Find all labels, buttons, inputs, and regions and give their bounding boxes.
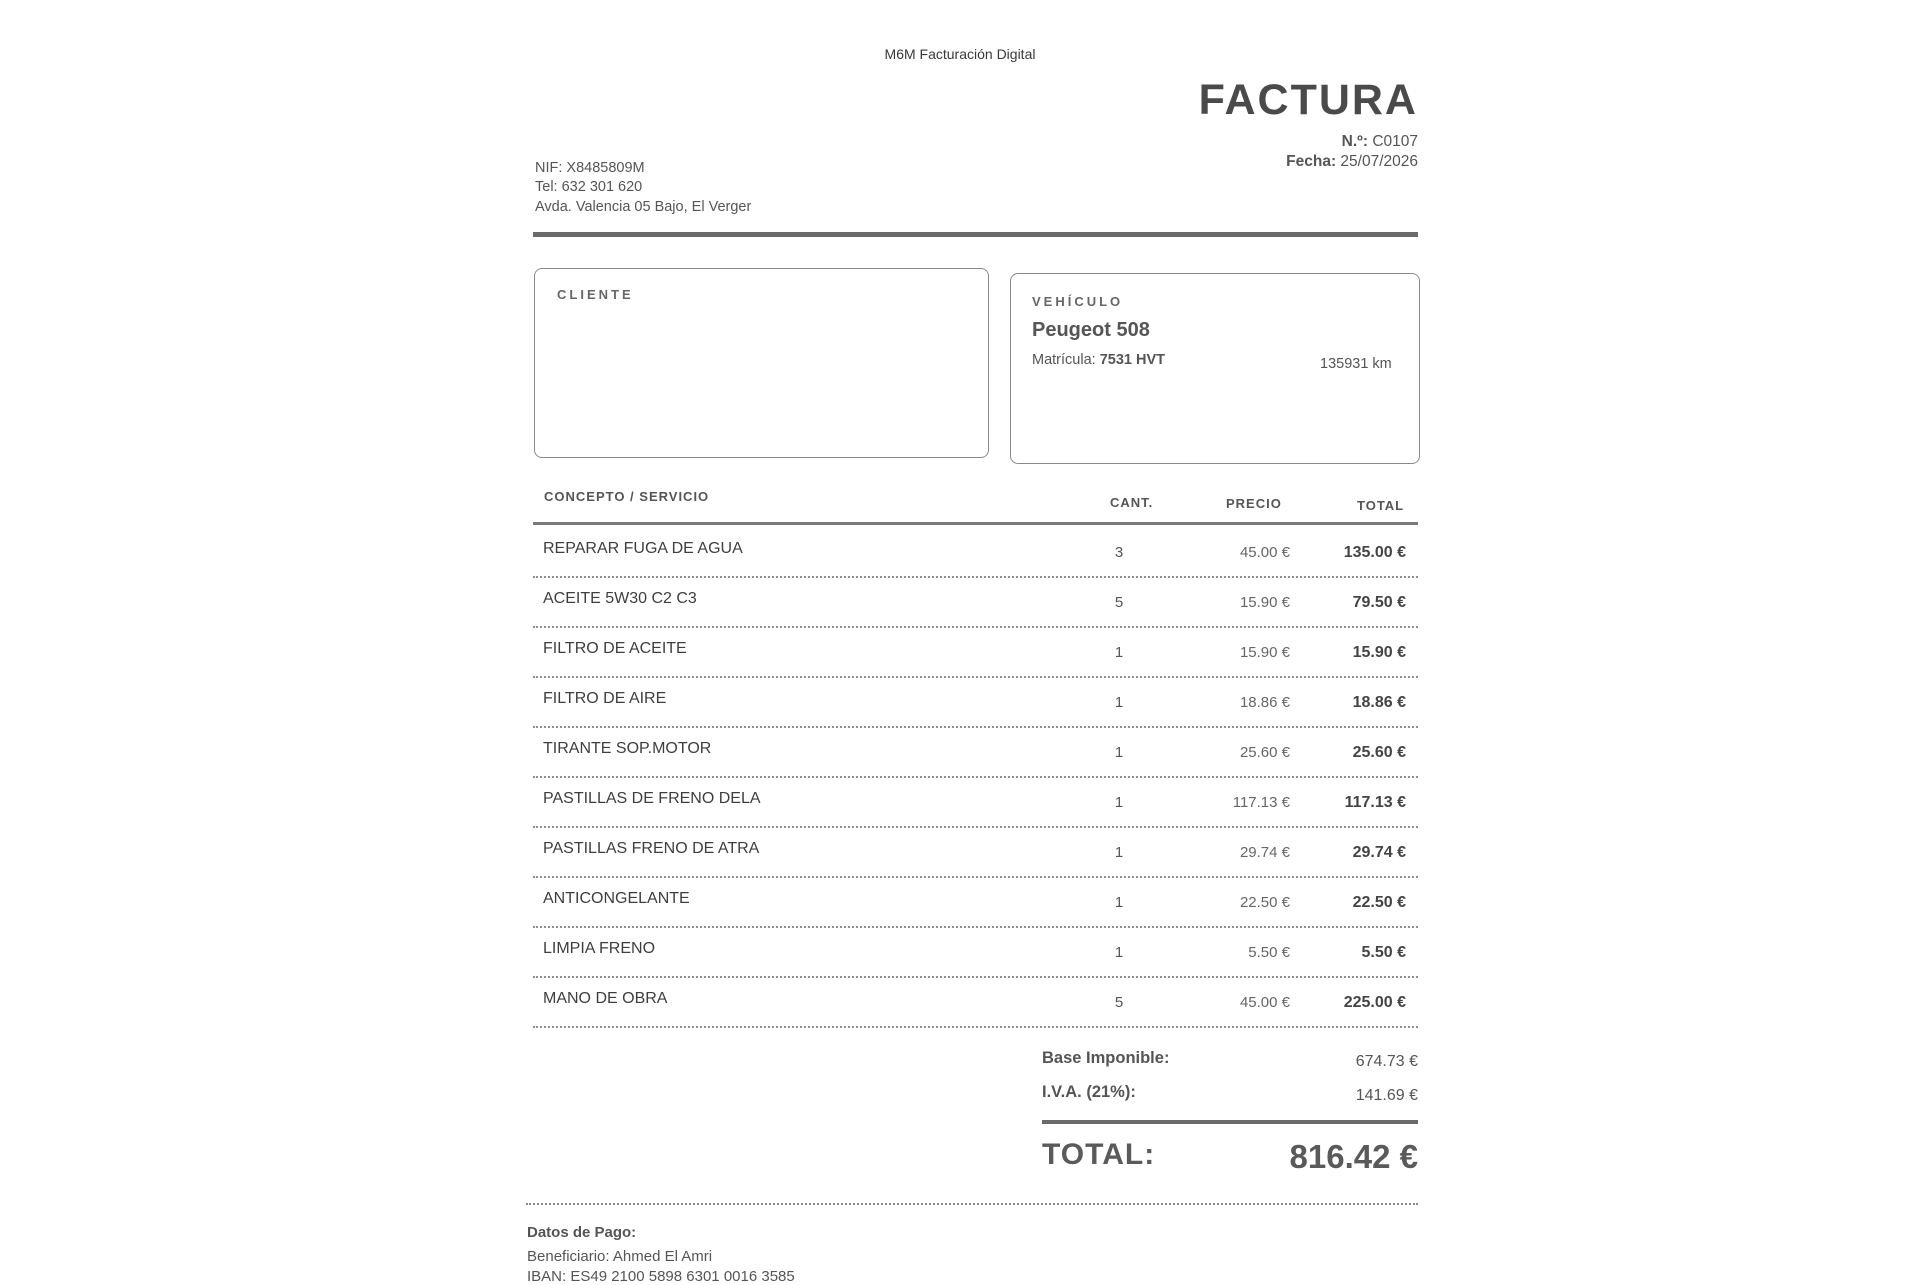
vehicle-plate-value: 7531 HVT [1099,352,1165,368]
row-unit-price: 15.90 € [1239,644,1290,661]
row-description: REPARAR FUGA DE AGUA [543,540,743,557]
row-quantity: 1 [1114,644,1124,661]
header-divider [533,232,1418,237]
row-quantity: 3 [1114,544,1124,561]
row-total: 18.86 € [1352,694,1406,711]
table-row [533,628,1418,678]
total-divider [1042,1120,1418,1124]
row-unit-price: 18.86 € [1239,694,1290,711]
row-total: 79.50 € [1352,594,1406,611]
row-unit-price: 5.50 € [1248,944,1290,961]
row-description: ANTICONGELANTE [543,890,690,907]
row-unit-price: 29.74 € [1239,844,1290,861]
header-concept: CONCEPTO / SERVICIO [544,489,710,504]
issuer-nif: NIF: X8485809M [535,160,645,176]
grand-total-value: 816.42 € [1289,1138,1418,1175]
payment-title: Datos de Pago: [527,1224,637,1241]
row-description: MANO DE OBRA [543,990,668,1007]
client-box [534,268,989,458]
row-quantity: 1 [1114,794,1124,811]
invoice-number [1342,133,1418,151]
table-row [533,828,1418,878]
header-price: PRECIO [1226,496,1282,511]
table-row [533,928,1418,978]
row-total: 5.50 € [1361,944,1406,961]
invoice-date-label: Fecha: [1286,153,1337,170]
issuer-address: Avda. Valencia 05 Bajo, El Verger [535,199,752,215]
subtotal-value: 674.73 € [1355,1053,1418,1070]
row-quantity: 1 [1114,894,1124,911]
invoice-date [1286,153,1418,171]
row-total: 135.00 € [1343,544,1406,561]
row-description: ACEITE 5W30 C2 C3 [543,590,697,607]
client-label: CLIENTE [557,287,634,302]
payment-iban: IBAN: ES49 2100 5898 6301 0016 3585 [527,1268,795,1285]
vehicle-plate-label: Matrícula: [1032,352,1096,368]
row-description: PASTILLAS FRENO DE ATRA [543,840,760,857]
row-quantity: 1 [1114,744,1124,761]
row-separator [533,1026,1418,1028]
header-total: TOTAL [1357,498,1405,513]
table-row [533,778,1418,828]
row-total: 15.90 € [1352,644,1406,661]
invoice-number-label: N.º: [1341,133,1368,150]
row-description: LIMPIA FRENO [543,940,656,957]
row-description: FILTRO DE ACEITE [543,640,687,657]
row-total: 22.50 € [1352,894,1406,911]
table-row [533,728,1418,778]
row-quantity: 1 [1114,694,1124,711]
row-description: FILTRO DE AIRE [543,690,667,707]
invoice-date-value: 25/07/2026 [1340,153,1418,170]
row-total: 25.60 € [1352,744,1406,761]
vehicle-mileage: 135931 km [1320,356,1392,372]
row-total: 225.00 € [1343,994,1406,1011]
invoice-number-value: C0107 [1372,133,1418,150]
row-description: PASTILLAS DE FRENO DELA [543,790,761,807]
issuer-phone: Tel: 632 301 620 [535,179,643,195]
grand-total-label: TOTAL: [1042,1138,1156,1171]
table-row [533,528,1418,578]
table-row [533,678,1418,728]
footer-divider [526,1203,1418,1205]
row-quantity: 5 [1114,994,1124,1011]
row-total: 29.74 € [1352,844,1406,861]
row-unit-price: 22.50 € [1239,894,1290,911]
vehicle-label: VEHÍCULO [1032,294,1124,309]
row-quantity: 5 [1114,594,1124,611]
payment-beneficiary: Beneficiario: Ahmed El Amri [527,1248,713,1265]
row-unit-price: 15.90 € [1239,594,1290,611]
table-row [533,878,1418,928]
subtotal-label: Base Imponible: [1042,1049,1170,1067]
row-unit-price: 117.13 € [1232,794,1290,811]
row-unit-price: 45.00 € [1239,544,1290,561]
document-title: FACTURA [1198,76,1418,124]
row-quantity: 1 [1114,844,1124,861]
vehicle-box [1010,273,1420,464]
row-total: 117.13 € [1344,794,1406,811]
row-unit-price: 45.00 € [1239,994,1290,1011]
table-header-rule [533,522,1418,525]
app-name: M6M Facturación Digital [884,46,1036,62]
tax-value: 141.69 € [1355,1087,1418,1104]
row-unit-price: 25.60 € [1239,744,1290,761]
vehicle-name: Peugeot 508 [1032,319,1150,341]
vehicle-plate [1032,352,1165,368]
tax-label: I.V.A. (21%): [1042,1083,1136,1101]
header-qty: CANT. [1110,495,1154,510]
table-row [533,978,1418,1028]
row-quantity: 1 [1114,944,1124,961]
table-row [533,578,1418,628]
row-description: TIRANTE SOP.MOTOR [543,740,712,757]
